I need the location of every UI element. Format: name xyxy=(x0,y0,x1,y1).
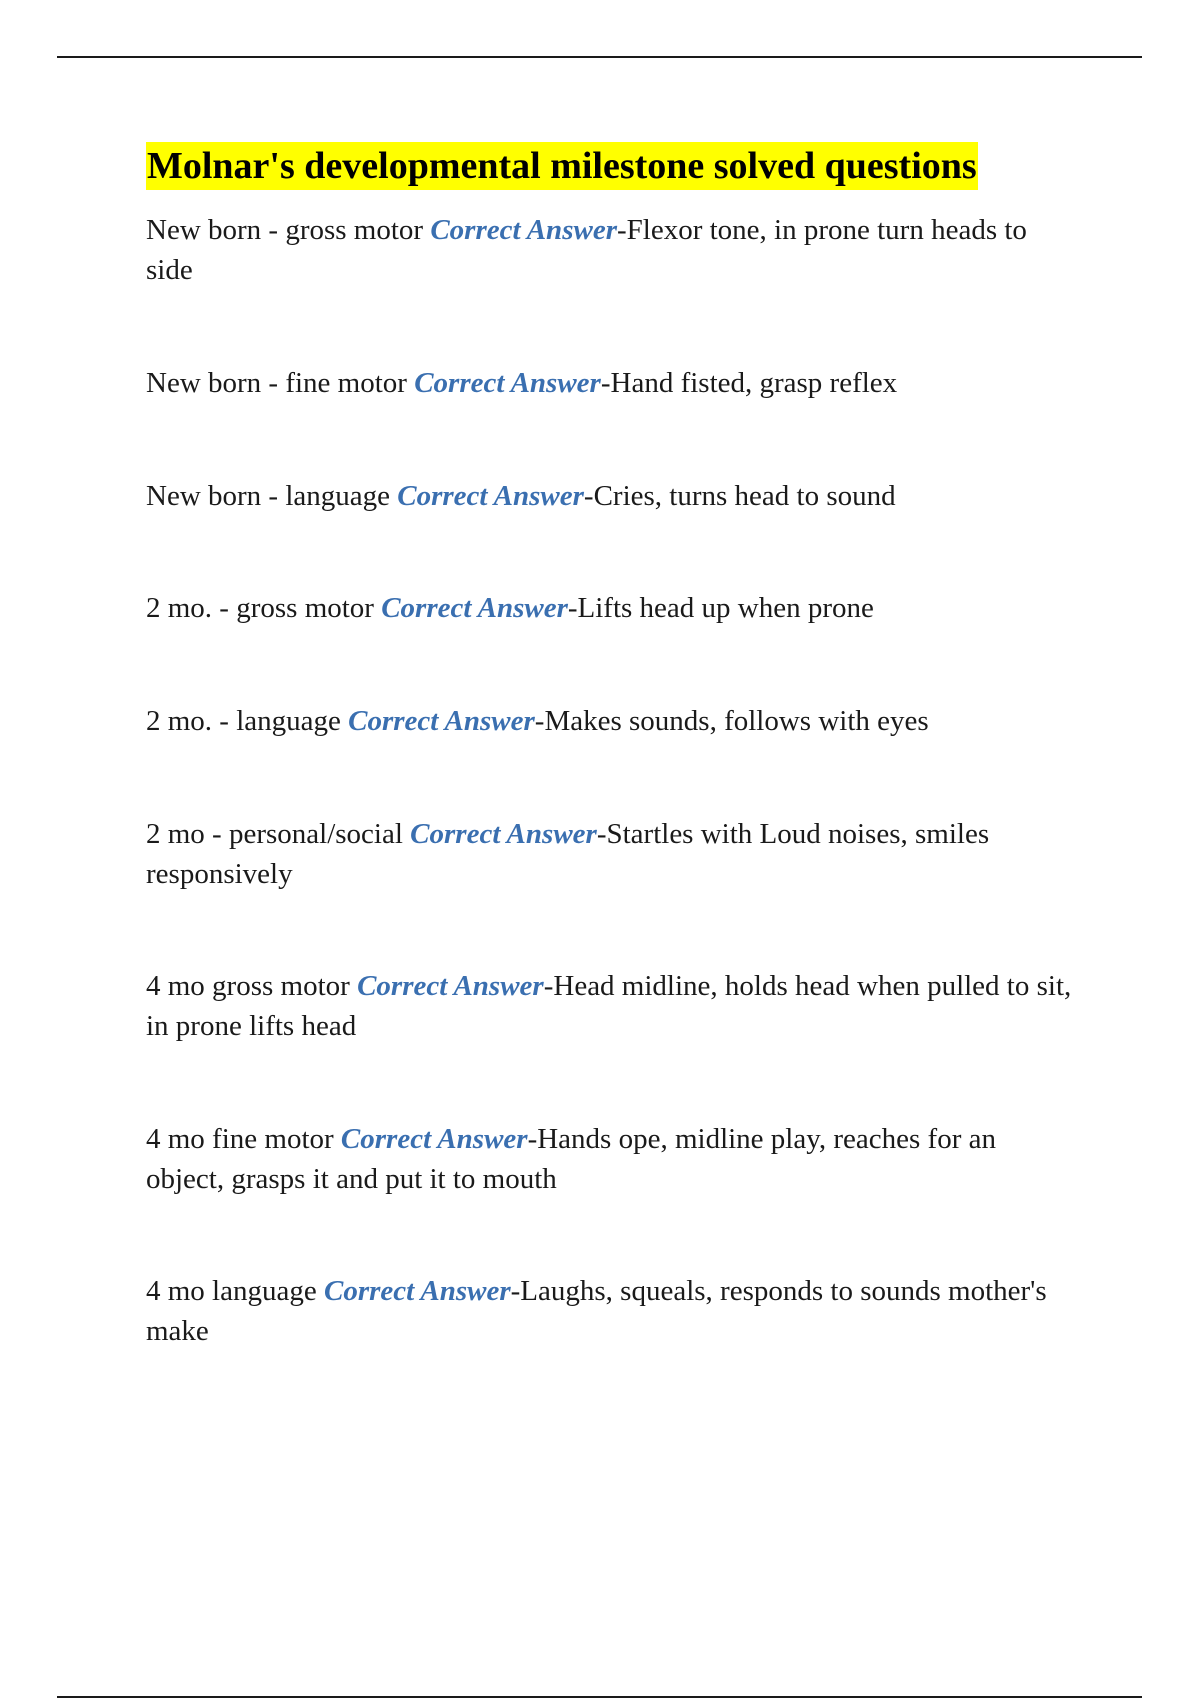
qa-item xyxy=(146,476,1076,516)
correct-answer-label: Correct Answer xyxy=(348,705,535,737)
correct-answer-label: Correct Answer xyxy=(430,214,617,246)
question-text: 2 mo. - language xyxy=(146,705,341,737)
correct-answer-label: Correct Answer xyxy=(410,818,597,850)
answer-text: -Hands ope, midline play, reaches for an object, grasps it and put it to mouth xyxy=(146,1123,996,1195)
qa-item xyxy=(146,814,1076,894)
answer-text: -Cries, turns head to sound xyxy=(583,480,896,512)
question-text: 4 mo language xyxy=(146,1275,317,1307)
bottom-rule xyxy=(57,1696,1142,1698)
question-text: New born - fine motor xyxy=(146,367,407,399)
question-text: 2 mo - personal/social xyxy=(146,818,403,850)
question-text: 4 mo gross motor xyxy=(146,970,350,1002)
correct-answer-label: Correct Answer xyxy=(340,1123,528,1155)
question-text: New born - gross motor xyxy=(146,214,424,246)
correct-answer-label: Correct Answer xyxy=(397,480,584,512)
question-text: New born - language xyxy=(146,480,390,512)
qa-item xyxy=(146,588,1076,628)
answer-text: -Lifts head up when prone xyxy=(567,592,874,624)
qa-item xyxy=(146,966,1076,1046)
document-title: Molnar's developmental milestone solved questions xyxy=(146,142,978,190)
answer-text: -Flexor tone, in prone turn heads to side xyxy=(146,214,1027,286)
qa-item xyxy=(146,1271,1076,1351)
top-rule xyxy=(57,56,1142,58)
answer-text: -Makes sounds, follows with eyes xyxy=(534,705,929,737)
answer-text: -Laughs, squeals, responds to sounds mother's make xyxy=(146,1275,1047,1347)
document-body xyxy=(146,142,1076,1347)
question-text: 2 mo. - gross motor xyxy=(146,592,374,624)
answer-text: -Head midline, holds head when pulled to sit, in prone lifts head xyxy=(146,970,1072,1042)
qa-item xyxy=(146,363,1076,403)
question-text: 4 mo fine motor xyxy=(146,1123,334,1155)
correct-answer-label: Correct Answer xyxy=(414,367,601,399)
correct-answer-label: Correct Answer xyxy=(357,970,544,1002)
correct-answer-label: Correct Answer xyxy=(323,1275,511,1307)
answer-text: -Startles with Loud noises, smiles responsively xyxy=(146,818,990,890)
answer-text: -Hand fisted, grasp reflex xyxy=(600,367,898,399)
qa-item xyxy=(146,701,1076,741)
qa-item xyxy=(146,1119,1076,1199)
correct-answer-label: Correct Answer xyxy=(381,592,568,624)
qa-item xyxy=(146,210,1076,290)
